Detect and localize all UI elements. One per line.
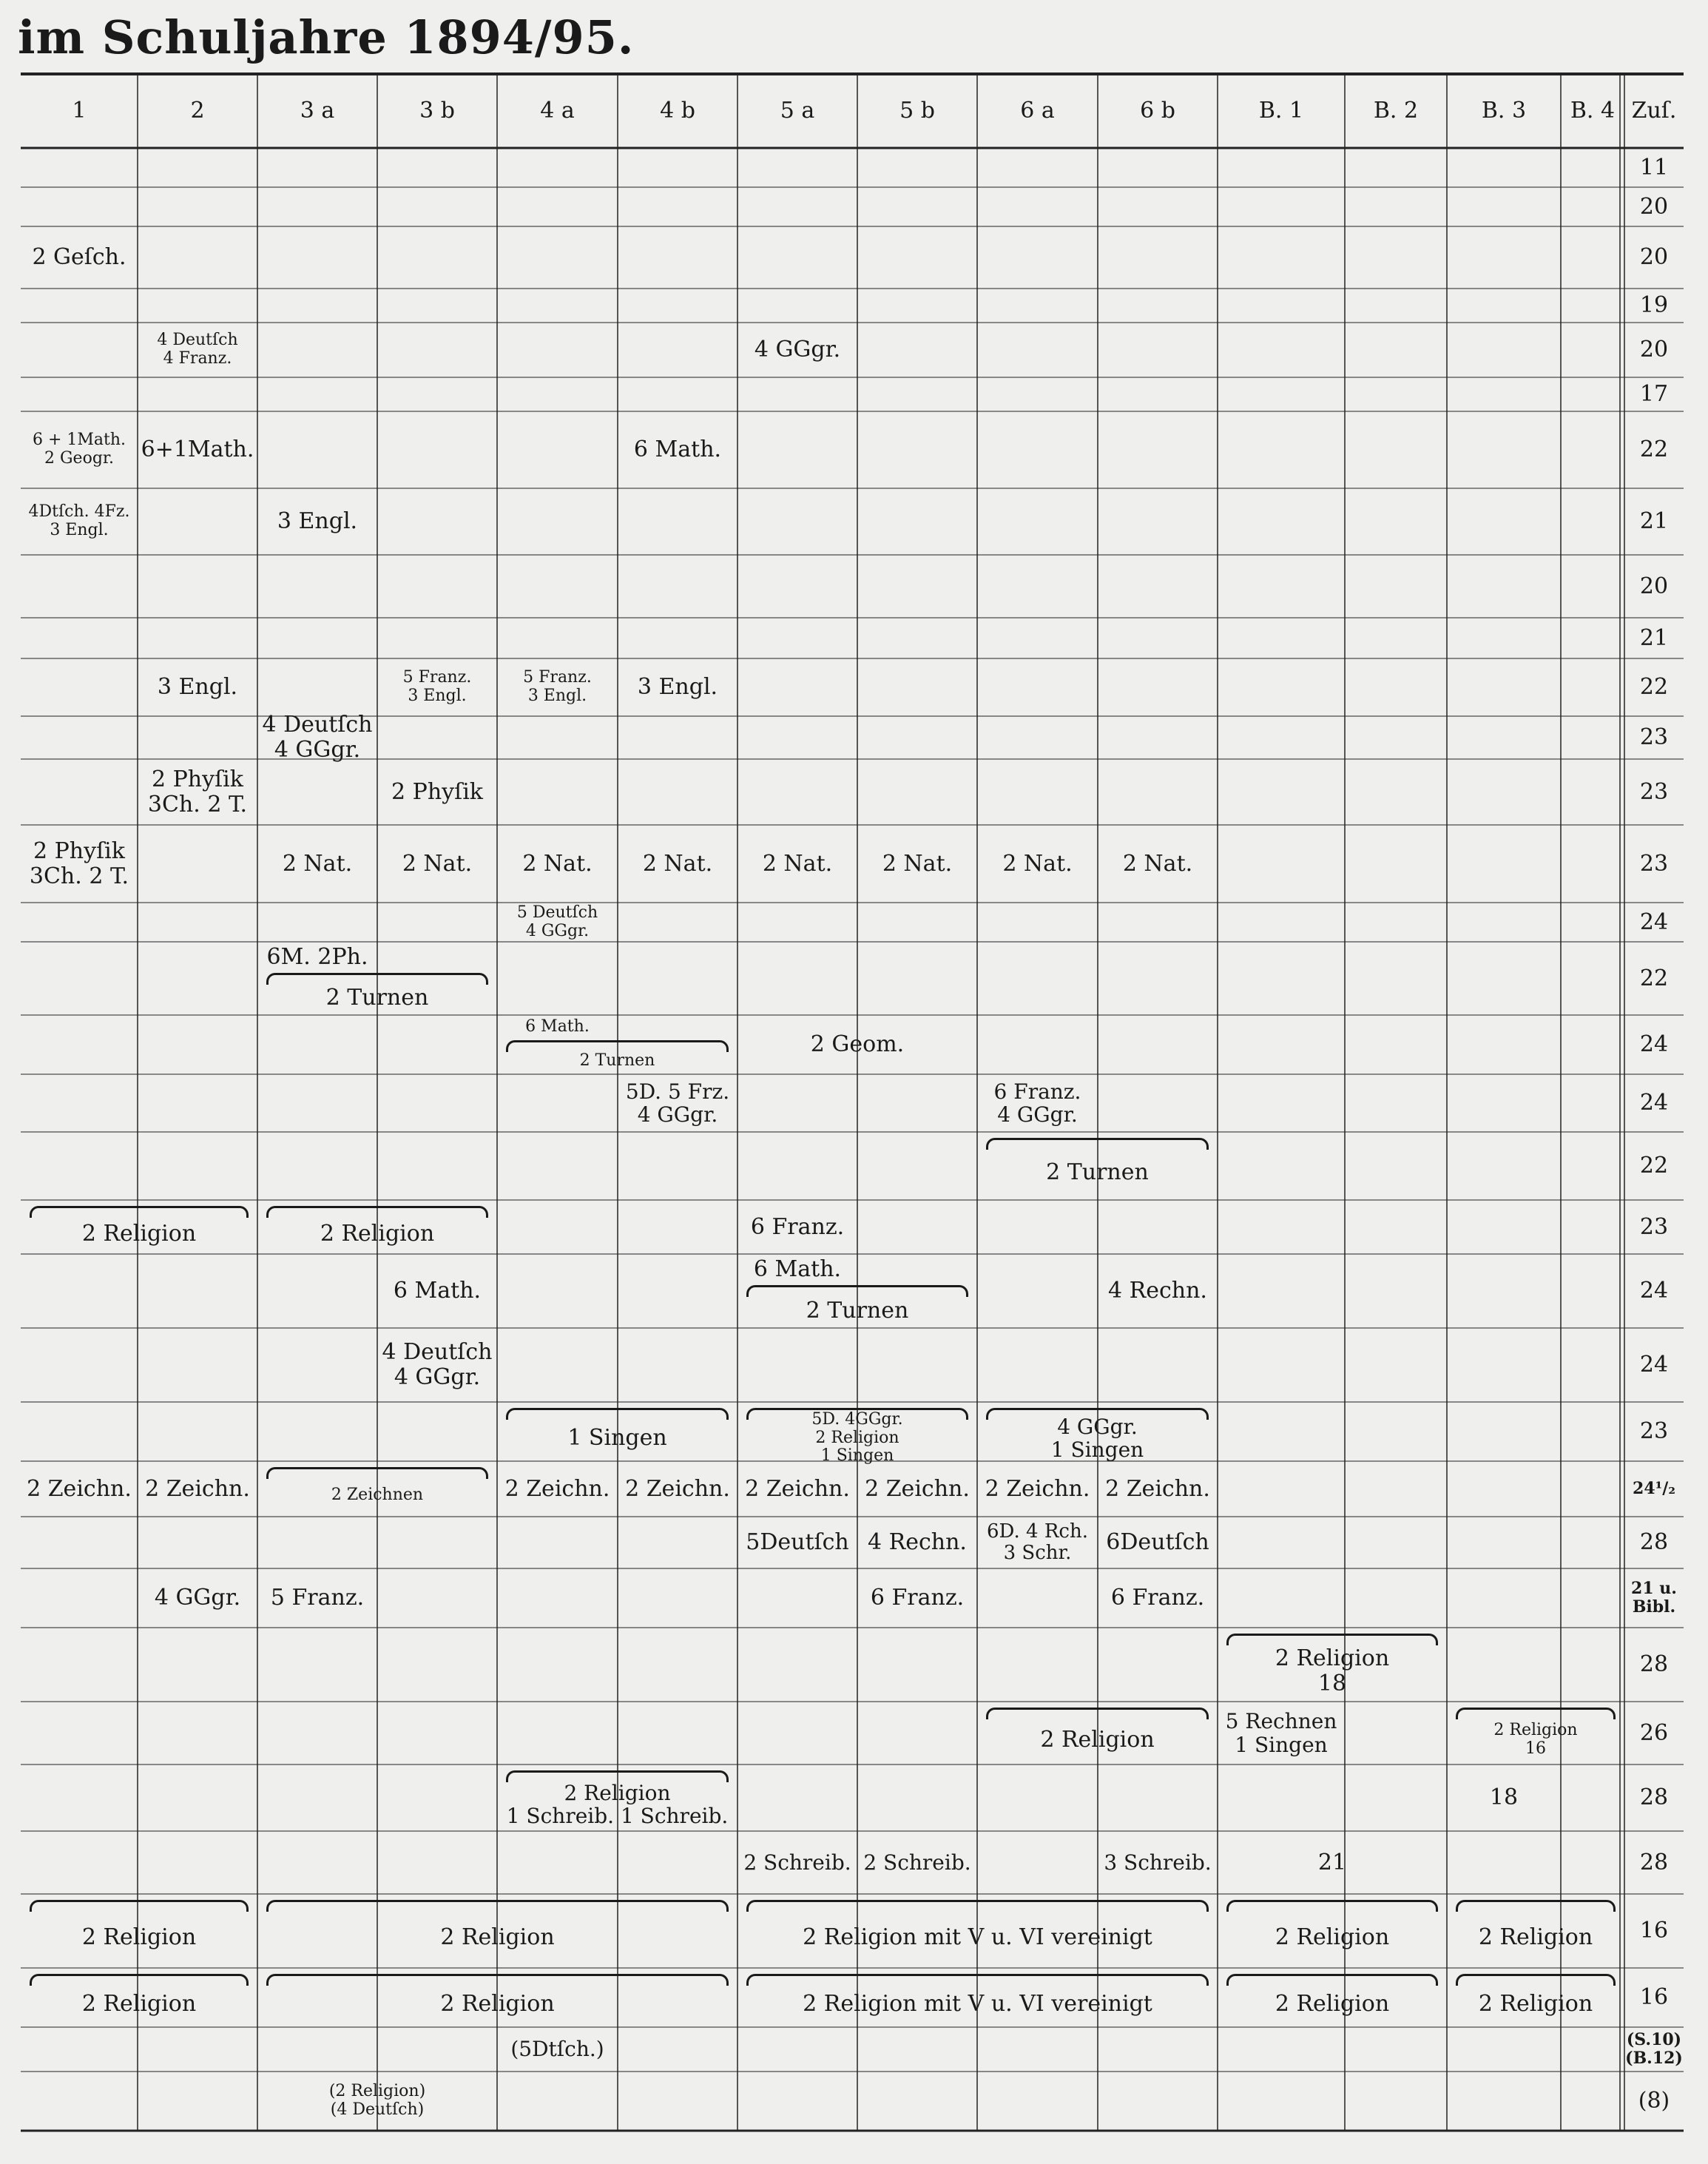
lesson-entry: 4Dtſch. 4Fz. 3 Engl. <box>28 502 130 539</box>
lesson-entry: 2 Religion <box>1275 1991 1390 2018</box>
lesson-entry: 2 Nat. <box>642 850 713 877</box>
lesson-entry: 2 Religion <box>1275 1924 1390 1951</box>
page-title: im Schuljahre 1894/95. <box>18 10 635 64</box>
lesson-entry: 2 Zeichn. <box>504 1475 610 1502</box>
column-header-1: 1 <box>72 98 87 124</box>
lesson-entry: 6 Math. <box>393 1278 482 1304</box>
row-total: 28 <box>1639 1784 1669 1811</box>
row-total: 21 u. Bibl. <box>1631 1579 1677 1617</box>
row-total: 19 <box>1639 292 1669 319</box>
row-total: 24 <box>1639 1090 1669 1116</box>
lesson-entry: 1 Singen <box>567 1425 667 1452</box>
lesson-entry: 2 Geom. <box>810 1031 905 1058</box>
lesson-entry: 3 Engl. <box>637 674 718 701</box>
lesson-entry: 2 Phyſik 3Ch. 2 T. <box>29 837 129 889</box>
row-total: 24 <box>1639 909 1669 935</box>
lesson-entry: 6 Math. <box>525 1017 590 1037</box>
lesson-entry: 4 Deutſch 4 Franz. <box>157 331 238 368</box>
lesson-entry: (2 Religion) (4 Deutſch) <box>328 2082 426 2119</box>
lesson-entry: 6M. 2Ph. <box>266 943 368 970</box>
row-total: 16 <box>1639 1918 1669 1944</box>
lesson-entry: 2 Zeichn. <box>985 1475 1090 1502</box>
lesson-entry: 2 Religion <box>1478 1991 1593 2018</box>
lesson-entry: 2 Phyſik <box>391 778 483 805</box>
column-header-6: 4 b <box>660 98 695 124</box>
lesson-entry: 4 Rechn. <box>868 1529 967 1556</box>
row-total: (S.10) (B.12) <box>1625 2030 1683 2068</box>
row-total: 23 <box>1639 1418 1669 1445</box>
lesson-entry: 2 Zeichn. <box>145 1475 250 1502</box>
lesson-entry: 2 Zeichn. <box>625 1475 730 1502</box>
lesson-entry: 2 Geſch. <box>32 244 126 271</box>
lesson-entry: 5D. 4GGgr. 2 Religion 1 Singen <box>811 1410 903 1466</box>
row-total: 24 <box>1639 1031 1669 1058</box>
row-total: 22 <box>1639 674 1669 701</box>
row-total: 21 <box>1639 624 1669 651</box>
row-total: 20 <box>1639 573 1669 599</box>
row-total: 28 <box>1639 1651 1669 1678</box>
column-header-9: 6 a <box>1020 98 1055 124</box>
row-total: 22 <box>1639 436 1669 463</box>
row-total: 24 <box>1639 1352 1669 1378</box>
column-header-10: 6 b <box>1140 98 1175 124</box>
lesson-entry: 5Deutſch <box>746 1529 849 1556</box>
column-header-2: 2 <box>190 98 205 124</box>
lesson-entry: 6 Franz. <box>1110 1585 1205 1611</box>
lesson-entry: 3 Engl. <box>277 508 358 535</box>
lesson-entry: 6 Math. <box>753 1256 842 1283</box>
row-total: 23 <box>1639 1213 1669 1240</box>
row-total: 22 <box>1639 1153 1669 1179</box>
lesson-entry: 2 Phyſik 3Ch. 2 T. <box>147 766 248 818</box>
row-total: 20 <box>1639 193 1669 220</box>
lesson-entry: 5 Franz. 3 Engl. <box>402 668 472 705</box>
lesson-entry: 2 Religion <box>320 1220 435 1247</box>
row-total: 26 <box>1639 1719 1669 1746</box>
lesson-entry: 6+1Math. <box>141 436 254 463</box>
row-total: 23 <box>1639 724 1669 751</box>
column-header-7: 5 a <box>780 98 815 124</box>
lesson-entry: 6 Franz. 4 GGgr. <box>993 1079 1081 1127</box>
lesson-entry: 2 Schreib. <box>863 1850 971 1875</box>
row-total: 22 <box>1639 965 1669 991</box>
row-total: 23 <box>1639 850 1669 877</box>
lesson-entry: 2 Zeichn. <box>27 1475 132 1502</box>
lesson-entry: 2 Religion mit V u. VI vereinigt <box>803 1991 1152 2018</box>
lesson-entry: 4 Deutſch 4 GGgr. <box>262 712 373 763</box>
row-total: 20 <box>1639 337 1669 363</box>
lesson-entry: 5 Deutſch 4 GGgr. <box>516 903 598 940</box>
lesson-entry: 2 Nat. <box>402 850 473 877</box>
lesson-entry: 5 Franz. <box>270 1585 365 1611</box>
lesson-entry: 2 Religion <box>81 1924 197 1951</box>
lesson-entry: 2 Religion 16 <box>1493 1720 1578 1758</box>
lesson-entry: 2 Nat. <box>1122 850 1193 877</box>
lesson-entry: 4 GGgr. 1 Singen <box>1050 1414 1144 1462</box>
lesson-entry: 5D. 5 Frz. 4 GGgr. <box>625 1079 730 1127</box>
lesson-entry: 2 Religion 18 <box>1275 1645 1390 1696</box>
lesson-entry: 4 GGgr. <box>154 1585 241 1611</box>
lesson-entry: 2 Turnen <box>806 1298 909 1324</box>
lesson-entry: 2 Religion 1 Schreib. 1 Schreib. <box>506 1780 729 1828</box>
column-header-13: B. 3 <box>1481 98 1527 124</box>
row-total: (8) <box>1638 2088 1670 2114</box>
lesson-entry: 2 Religion <box>1478 1924 1593 1951</box>
lesson-entry: 2 Religion <box>440 1924 555 1951</box>
lesson-entry: 6 Math. <box>633 436 722 463</box>
lesson-entry: 2 Zeichn. <box>1105 1475 1210 1502</box>
lesson-entry: 2 Religion <box>1040 1726 1155 1753</box>
lesson-entry: 2 Nat. <box>522 850 593 877</box>
lesson-entry: 2 Turnen <box>1046 1159 1149 1186</box>
lesson-entry: 6 + 1Math. 2 Geogr. <box>32 431 126 468</box>
column-header-15: Zuſ. <box>1631 98 1677 124</box>
lesson-entry: 6Deutſch <box>1106 1529 1209 1556</box>
row-total: 28 <box>1639 1849 1669 1875</box>
lesson-entry: 18 <box>1489 1784 1519 1811</box>
lesson-entry: 2 Zeichn. <box>745 1475 850 1502</box>
lesson-entry: 6 Franz. <box>870 1585 965 1611</box>
lesson-entry: 2 Nat. <box>882 850 953 877</box>
lesson-entry: 2 Zeichn. <box>865 1475 970 1502</box>
lesson-entry: 2 Religion <box>81 1220 197 1247</box>
row-total: 20 <box>1639 244 1669 271</box>
lesson-entry: 2 Nat. <box>282 850 353 877</box>
lesson-entry: 4 Deutſch 4 GGgr. <box>382 1339 493 1390</box>
lesson-entry: 5 Rechnen 1 Singen <box>1225 1709 1337 1757</box>
row-total: 17 <box>1639 381 1669 408</box>
lesson-entry: 3 Schreib. <box>1104 1850 1212 1875</box>
lesson-entry: 4 GGgr. <box>754 337 841 363</box>
lesson-entry: 2 Turnen <box>325 985 429 1011</box>
lesson-entry: 5 Franz. 3 Engl. <box>523 668 592 705</box>
lesson-entry: 2 Turnen <box>579 1051 655 1071</box>
lesson-entry: 3 Engl. <box>157 674 238 701</box>
lesson-entry: (5Dtſch.) <box>510 2037 604 2062</box>
lesson-entry: 2 Religion <box>81 1991 197 2018</box>
lesson-entry: 4 Rechn. <box>1108 1278 1207 1304</box>
column-header-8: 5 b <box>899 98 935 124</box>
column-header-3: 3 a <box>300 98 335 124</box>
row-total: 24¹/₂ <box>1633 1479 1675 1499</box>
row-total: 11 <box>1639 154 1669 181</box>
column-header-4: 3 b <box>419 98 455 124</box>
column-header-12: B. 2 <box>1373 98 1419 124</box>
row-total: 21 <box>1639 508 1669 535</box>
lesson-entry: 2 Nat. <box>1002 850 1073 877</box>
lesson-entry: 2 Zeichnen <box>331 1486 424 1505</box>
row-total: 23 <box>1639 778 1669 805</box>
lesson-entry: 6 Franz. <box>750 1213 845 1240</box>
lesson-entry: 2 Nat. <box>762 850 833 877</box>
lesson-entry: 2 Religion mit V u. VI vereinigt <box>803 1924 1152 1951</box>
lesson-entry: 6D. 4 Rch. 3 Schr. <box>987 1520 1088 1564</box>
row-total: 28 <box>1639 1529 1669 1556</box>
column-header-11: B. 1 <box>1258 98 1304 124</box>
row-total: 24 <box>1639 1278 1669 1304</box>
lesson-entry: 2 Schreib. <box>743 1850 851 1875</box>
column-header-14: B. 4 <box>1570 98 1616 124</box>
lesson-entry: 2 Religion <box>440 1991 555 2018</box>
lesson-entry: 21 <box>1317 1849 1347 1875</box>
row-total: 16 <box>1639 1984 1669 2011</box>
column-header-5: 4 a <box>540 98 575 124</box>
